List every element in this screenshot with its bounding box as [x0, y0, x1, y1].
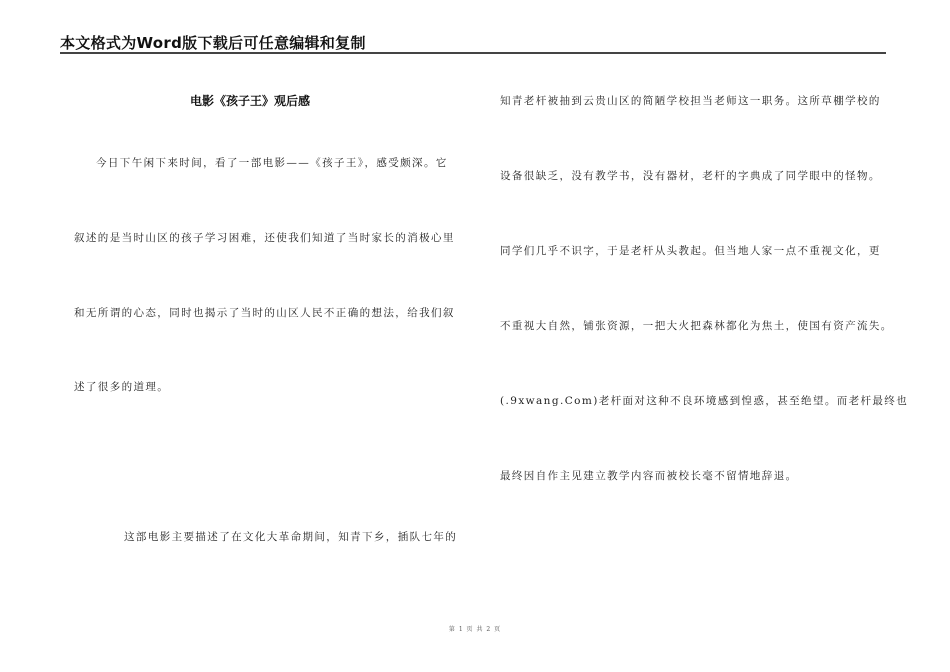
header-divider	[60, 52, 886, 54]
paragraph-line: 这部电影主要描述了在文化大革命期间，知青下乡，插队七年的	[124, 531, 458, 543]
paragraph-line: 今日下午闲下来时间，看了一部电影——《孩子王》，感受颇深。它	[96, 157, 448, 169]
paragraph-line: 述了很多的道理。	[74, 381, 170, 393]
paragraph-line: 和无所谓的心态，同时也揭示了当时的山区人民不正确的想法，给我们叙	[74, 307, 455, 319]
paragraph-line: 叙述的是当时山区的孩子学习困难，还使我们知道了当时家长的消极心里	[74, 232, 455, 244]
paragraph-line: 最终因自作主见建立教学内容而被校长毫不留情地辞退。	[500, 470, 798, 482]
paragraph-line: 知青老杆被抽到云贵山区的简陋学校担当老师这一职务。这所草棚学校的	[500, 95, 881, 107]
document-title: 电影《孩子王》观后感	[190, 94, 311, 108]
page-footer: 第 1 页 共 2 页	[448, 626, 502, 633]
paragraph-line: (.9xwang.Com)老杆面对这种不良环境感到惶惑，甚至绝望。而老杆最终也	[500, 395, 909, 407]
page-header-title: 本文格式为Word版下载后可任意编辑和复制	[60, 34, 366, 52]
paragraph-line: 同学们几乎不识字，于是老杆从头教起。但当地人家一点不重视文化，更	[500, 245, 881, 257]
paragraph-line: 设备很缺乏，没有教学书，没有器材，老杆的字典成了同学眼中的怪物。	[500, 170, 881, 182]
paragraph-line: 不重视大自然，铺张资源，一把大火把森林都化为焦土，使国有资产流失。	[500, 320, 893, 332]
